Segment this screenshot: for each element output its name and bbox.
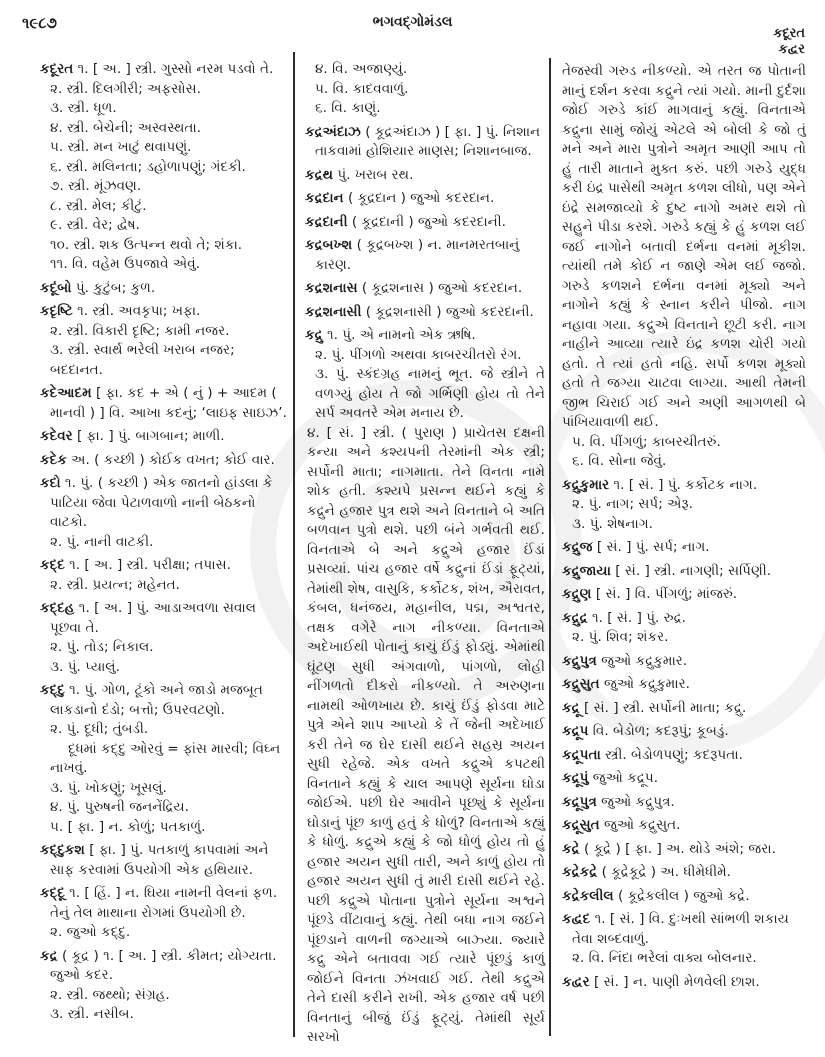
sense: ૩. પું. પ્યાલું. [50,658,120,675]
definition: ૧. [ સં. ] પું. કર્કોટક નાગ. [609,476,758,493]
headword: કદ્રદાની [305,213,348,230]
sense: ૨. પું. નાની વાટકી. [50,533,154,550]
dictionary-entry [40,384,288,423]
definition: ( કૂદ્રઅંદાઝ ) [ ફા. ] પું. નિશાન તાકવામાં હોશિયાર માણસ; નિશાનબાજ. [315,123,541,159]
sense: ૬. વિ. સોના જેવું. [572,453,667,469]
dictionary-entry [562,769,806,789]
definition: ( કૂદ્ર ) ૧. [ અ. ] સ્ત્રી. કીમત; યોગ્યતા. જુઓ કદર. [50,947,277,983]
sense: ૨. સ્ત્રી. વિકારી દૃષ્ટિ; કામી નજર. [50,322,230,339]
headword: કદ્દ [40,557,65,573]
headword: કદ્રઅંદાઝ [305,123,361,140]
sense: ૩. પું. સ્કંદગ્રહ નામનું ભૂત. જે સ્ત્રીને તે વળગ્યું હોય તે જો ગર્ભિણી હોય તો તેને સર્પ અવતરે એમ મનાય છે. [315,366,545,421]
dictionary-entry [562,609,806,629]
dictionary-entry [40,556,288,576]
headword: કદ્રે [562,840,580,857]
headword: કદ્રથ [305,166,334,183]
book-title: ભગવદ્ગોમંડલ [372,14,453,30]
definition: ( કૂદ્રદાની ) જુઓ કદરદાની. [347,213,507,230]
column-divider [549,58,551,1036]
dictionary-entry [40,451,288,471]
dictionary-entry [305,279,545,299]
dictionary-entry [40,427,288,447]
definition: [ ફા. ] પું. બાગબાન; માળી. [72,428,225,444]
definition: જુઓ કદ્રુકુમાર. [599,676,690,692]
headword: કદૂંબો [40,279,72,296]
definition: [ સં. ] ન. પાણી મેળવેલી છાશ. [589,973,760,990]
definition: જુઓ કદ્રૂપ. [588,770,659,786]
definition: જુઓ કદ્રુપુત્ર. [596,793,675,810]
headword: કદ્દુકશ [40,842,85,858]
headword: કદ્રુદ્ર [562,609,588,626]
dictionary-entry [40,60,288,80]
definition: [ સં. ] પું. સર્પ; નાગ. [592,539,710,555]
sense: ૨. પું. પીંગળો અથવા કાબરચીતરો રંગ. [315,346,522,363]
sense: ૨. સ્ત્રી. જથ્થો; સંગ્રહ. [50,986,170,1003]
sense: ૧૦. સ્ત્રી. શક ઉત્પન્ન થવો તે; શંકા. [50,236,243,253]
headword: કદ્ર [40,947,58,964]
dictionary-entry [562,538,806,558]
definition: જુઓ કદ્રુસુત. [599,817,681,833]
dictionary-entry [40,279,288,299]
dictionary-entry [40,599,288,638]
dictionary-entry [305,189,545,209]
definition: [ સં. ] સ્ત્રી. સર્પોની માતા; કદ્રુ. [579,699,747,716]
dictionary-entry [305,236,545,275]
page-number: ૧૯૮૭ [22,14,57,32]
sense: ૬. સ્ત્રી. મલિનતા; ડહોળાપણું; ગંદકી. [50,158,246,175]
sense: ૨. સ્ત્રી. પ્રયત્ન; મહેનત. [50,576,180,593]
definition: ( કૂદ્રશનાસી ) જુઓ કદરદાની. [361,303,534,320]
sense: ૫. [ ફા. ] ન. કોળું; પતકાળું. [50,818,206,835]
dictionary-entry [562,652,806,672]
dictionary-entry [305,213,545,233]
headword: કદ્દહ [40,600,75,616]
headword: કદ્રુજ [562,539,593,555]
definition: ૧. [ અ. ] સ્ત્રી. ગુસ્સો નરમ પડવો તે. [73,61,274,77]
dictionary-entry [40,681,288,720]
idiom: દૂધમાં કદ્દુ ઓરવું = ફાંસ મારવી; વિઘ્ન નાખવું. [50,740,281,776]
headword: કદ્રુણ [562,586,592,602]
dictionary-entry [562,562,806,582]
dictionary-entry [40,302,288,322]
sense: ૩. સ્ત્રી. નસીબ. [50,1006,134,1022]
dictionary-entry [562,675,806,695]
dictionary-entry [40,474,288,533]
sense: ૨. વિ. નિંદા ભરેલાં વાક્ય બોલનાર. [572,950,757,966]
definition: ૧. પું. ગોળ, ટૂંકો અને જાડો મજબૂત લાકડાનો દંડો; બત્તો; ઉપરવટણો. [50,682,263,718]
sense: ૪. પું. પુરુષની જનનેંદ્રિય. [50,799,189,815]
sense: ૭. સ્ત્રી. મૂંઝવણ. [50,178,142,194]
dictionary-entry [562,476,806,496]
headword: કદ્રુપુત્ર [562,652,597,669]
definition: અ. ( કચ્છી ) કોઈક વખત; કોઈ વાર. [66,451,275,468]
definition: ( કૂદ્રબખ્શ ) ન. માનમરતબાનું કારણ. [315,237,520,273]
sense: ૫. વિ. કાદવવાળું. [315,80,409,97]
sense: ૨. પું. નાગ; સર્પ; એરૂ. [572,496,693,512]
definition: [ સં. ] વિ. પીંગળું; માંજરું. [591,586,738,602]
dictionary-entry [562,793,806,813]
headword: કદ્રૂપતા [562,746,601,763]
definition: પું. કુટુંબ; કુળ. [71,279,156,296]
headword: કદૂરત [40,61,74,77]
guide-words [773,26,805,58]
headword: કદ્વદ [562,911,591,927]
definition: ૧. [ અ. ] પું. આડાઅવળા સવાલ પૂછવા તે. [50,600,257,636]
column-middle [305,60,545,1048]
dictionary-entry [305,123,545,162]
headword: કદ્રૂપ [562,723,589,739]
column-right [562,62,806,992]
headword: કદો [40,475,61,491]
dictionary-entry [562,910,806,949]
definition: ૧. [ સં. ] પું. રુદ્ર. [587,609,686,626]
sense: ૩. સ્ત્રી. સ્વાર્થ ભરેલી ખરાબ નજર; બદદાનત. [50,342,235,378]
headword: કદેઆદમ [40,385,92,401]
guide-word-first: કદૂરત [773,26,805,41]
sense: ૬. વિ. કાણું. [315,100,381,116]
sense-paragraph-continued: તેજસ્વી ગરુડ નીકળ્યો. એ તરત જ પોતાની માનું દર્શન કરવા કદ્રુને ત્યાં ગયો. માની દુર્દશા જોઈ ગરુડે કાંઈ માગવાનું કહ્યું. વિનતાએ કદ્રુના સામું જોયું એટલે એ બોલી કે જો તું મને અને મારા પુત્રોને અમૃત આણી આપ તો હું તારી માતાને મુક્ત કરું. પછી ગરુડે યુદ્ધ કરી ઇંદ્ર પાસેથી અમૃત કળશ લીધો, પણ એને ઇંદ્રે સમજાવ્યો કે દુષ્ટ નાગો અમર થશે તો સહુને પીડા કરશે. ગરુડે કહ્યું કે હું કળશ લઈ જઈ નાગોને બતાવી દર્ભના વનમાં મૂકીશ. ત્યાંથી તમે કોઈ ન જાણે એમ લઈ જજો. ગરુડે કળશને દર્ભના વનમાં મૂક્યો અને નાગોને કહ્યું કે સ્નાન કરીને પીજો. નાગ નહાવા ગયા. કદ્રુએ વિનતાને છૂટી કરી. નાગ નાહીને આવ્યા ત્યારે ઇંદ્ર કળશ ચોરી ગયો હતો. તે ત્યાં હતો નહિ. સર્પો કળશ મૂક્યો હતો તે જગ્યા ચાટવા લાગ્યા. આથી તેમની જીભ ચિરાઈ ગઈ અને અણી આગળથી બે પાંખિયાવાળી થઈ. [562,63,806,430]
dictionary-entry [562,585,806,605]
headword: કદેવર [40,428,73,444]
column-divider [293,52,295,1037]
dictionary-entry [305,326,545,346]
dictionary-entry [562,746,806,766]
column-left [40,56,288,1025]
dictionary-entry [562,722,806,742]
dictionary-entry [40,947,288,986]
headword: કદ્રુસુત [562,676,600,692]
sense: ૪. વિ. અજાણ્યું. [315,61,408,77]
definition: ( કૂદ્રેકૂદ્રે ) અ. ધીમેધીમે. [597,864,732,880]
definition: ( કૂદ્રે ) [ ફા. ] અ. થોડે અંશે; જરા. [579,840,776,857]
sense: ૨. પું. શિવ; શંકર. [572,629,669,645]
guide-word-last: કદ્વર [778,42,805,57]
dictionary-entry [562,863,806,883]
dictionary-entry [305,166,545,186]
sense: ૩. પું. શેષનાગ. [572,515,653,532]
headword: કદ્રશનાસી [305,303,362,320]
sense: ૯. સ્ત્રી. વેર; દ્વેષ. [50,217,140,233]
definition: ૧. પું. એ નામનો એક ઋષિ. [322,327,476,343]
sense: ૨. સ્ત્રી. દિલગીરી; અફસોસ. [50,80,201,97]
headword: કદ્રેકલીલ [562,887,614,904]
headword: કદ્રુજાયા [562,562,611,579]
definition: વિ. બેડોળ; કદરૂપું; કૂબડું. [588,723,729,739]
dictionary-entry [562,973,806,993]
definition: ( કૂદ્રદાન ) જુઓ કદરદાન. [343,190,495,206]
definition: પું. ખરાબ રથ. [333,166,414,183]
sense: ૨. જુઓ કદ્દુ. [50,924,131,940]
dictionary-entry [40,841,288,880]
definition: [ સં. ] સ્ત્રી. નાગણી; સર્પિણી. [610,562,772,579]
sense: ૨. પું. દૂધી; તુંબડી. [50,721,149,737]
definition: ( કૂદ્રશનાસ ) જુઓ કદરદાન. [357,280,523,296]
definition: ૧. [ હિં. ] ન. ઘિયા નામની વેલનાં ફળ. તેનું તેલ માથાના રોગમાં ઉપયોગી છે. [50,885,278,921]
sense-paragraph: ૪. [ સં. ] સ્ત્રી. ( પુરાણ ) પ્રાચેતસ દક્ષની કન્યા અને કશ્યપની તેરમાંની એક સ્ત્રી; સર્પોની માતા; નાગમાતા. તેને વિનતા નામે શોક હતી. કશ્યપે પ્રસન્ન થઈને કહ્યું કે કદ્રુને હજાર પુત્ર થશે અને વિનતાને બે અતિ બળવાન પુત્રો થશે. પછી બંને ગર્ભવતી થઈ. વિનતાએ બે અને કદ્રુએ હજાર ઈંડાં પ્રસવ્યાં. પાંચ હજાર વર્ષે કદ્રુનાં ઈંડાં ફૂટ્યાં, તેમાંથી શેષ, વાસુકિ, કર્કોટક, શંખ, ઐરાવત, કંબલ, ધનંજય, મહાનીલ, પદ્મ, અશ્વતર, તક્ષક વગેરે નાગ નીકળ્યા. વિનતાએ અદેખાઈથી પોતાનું કાચું ઈંડું ફોડ્યું. એમાંથી ઘૂંટણ સુધી અંગવાળો, પાંગળો, લોહી નીંગળતો દીકરો નીકળ્યો. તે અરુણના નામથી ઓળખાય છે. કાચું ઈંડું ફોડવા માટે પુત્રે એને શાપ આપ્યો કે તેં જેની અદેખાઈ કરી તેને જ ઘેર દાસી થઈને સહસ્ર અયન સુધી રહેજે. એક વખતે કદ્રુએ કપટથી વિનતાને કહ્યું કે ચાલ આપણે સૂર્યના ઘોડા જોઈએ. પછી ઘેર આવીને પૂછ્યું કે સૂર્યના ઘોડાનું પૂંછ કાળું હતું કે ધોળું? વિનતાએ કહ્યું કે ધોળું. કદ્રુએ કહ્યું કે જો ધોળું હોય તો હું હજાર અયન સુધી તારી, અને કાળું હોય તો હજાર અયન સુધી તું મારી દાસી થઈને રહે. પછી કદ્રુએ પોતાના પુત્રોને સૂર્યના અશ્વને પૂંછડે વીંટાવાનું કહ્યું. તેથી બધા નાગ જઈને પૂંછડાને વાળની જગ્યાએ બાઝ્યા. જ્યારે કદ્રુ એને બતાવવા ગઈ ત્યારે પૂંછડું કાળું જોઈને વિનતા ઝંખવાઈ ગઈ. તેથી કદ્રુએ તેને દાસી કરીને રાખી. એક હજાર વર્ષ પછી વિનતાનું બીજું ઈંડું ફૂટ્યું. તેમાંથી સૂર્ય સરખો [307,424,545,1045]
headword: કદ્રૂપુત્ર [562,793,597,810]
definition: સ્ત્રી. બેડોળપણું; કદરૂપતા. [600,746,743,763]
headword: કદ્રુકુમાર [562,476,610,493]
sense: ૩. સ્ત્રી. ધૂળ. [50,100,117,116]
definition: ૧. સ્ત્રી. અવકૃપા; ખફા. [72,303,201,319]
headword: કદ્દૂ [40,885,65,901]
headword: કદ્રેકદ્રે [562,864,598,880]
sense: ૪. સ્ત્રી. બેચેની; અસ્વસ્થતા. [50,119,202,136]
headword: કદૃષ્ટિ [40,303,73,319]
headword: કદ્વર [562,973,590,990]
definition: ૧. [ અ. ] સ્ત્રી. પરીક્ષા; તપાસ. [64,557,231,573]
headword: કદ્દુ [40,682,65,698]
sense: ૮. સ્ત્રી. મેલ; કીટું. [50,197,147,214]
headword: કદ્રૂપું [562,770,589,786]
headword: કદ્રુ [305,327,323,343]
definition: જુઓ કદ્રુકુમાર. [596,652,688,669]
dictionary-entry [305,303,545,323]
dictionary-entry [562,816,806,836]
dictionary-entry [40,884,288,923]
definition: ( કૂદ્રેકલીલ ) જુઓ કદ્રે. [613,887,750,904]
headword: કદ્રૂ [562,699,580,716]
sense: ૫. સ્ત્રી. મન ખાટું થવાપણું. [50,139,192,155]
sense: ૨. પું. તોડ; નિકાલ. [50,639,154,655]
dictionary-entry [562,699,806,719]
sense: ૧૧. વિ. વહેમ ઉપજાવે એવું. [50,256,201,272]
dictionary-entry [562,887,806,907]
sense: ૫. વિ. પીંગળું; કાબરચીતરું. [572,433,721,450]
dictionary-entry [562,840,806,860]
headword: કદ્રૂસુત [562,817,600,833]
headword: કદ્રબખ્શ [305,237,353,253]
definition: [ ફા. ] પું. પતકાળું કાપવામાં અને સાફ કરવામાં ઉપયોગી એક હથિયાર. [50,842,269,878]
definition: [ ફા. કદ + એ ( નું ) + આદમ ( માનવી ) ] વિ. આખા કદનું; ‘લાઇફ સાઇઝ’. [50,385,287,421]
definition: ૧. પું. ( કચ્છી ) એક જાતનો હાંડલા કે પાટિયા જેવા પેટાળવાળો નાની બેઠકનો વાટકો. [50,475,273,530]
definition: ૧. [ સં. ] વિ. દુઃખથી સાંભળી શકાય તેવા શબ્દવાળું. [572,911,789,947]
headword: કદેક [40,451,67,468]
headword: કદ્રદાન [305,190,344,206]
headword: કદ્રશનાસ [305,280,358,296]
sense: ૩. પું. ખોકણું; ખૂસલું. [50,779,167,796]
